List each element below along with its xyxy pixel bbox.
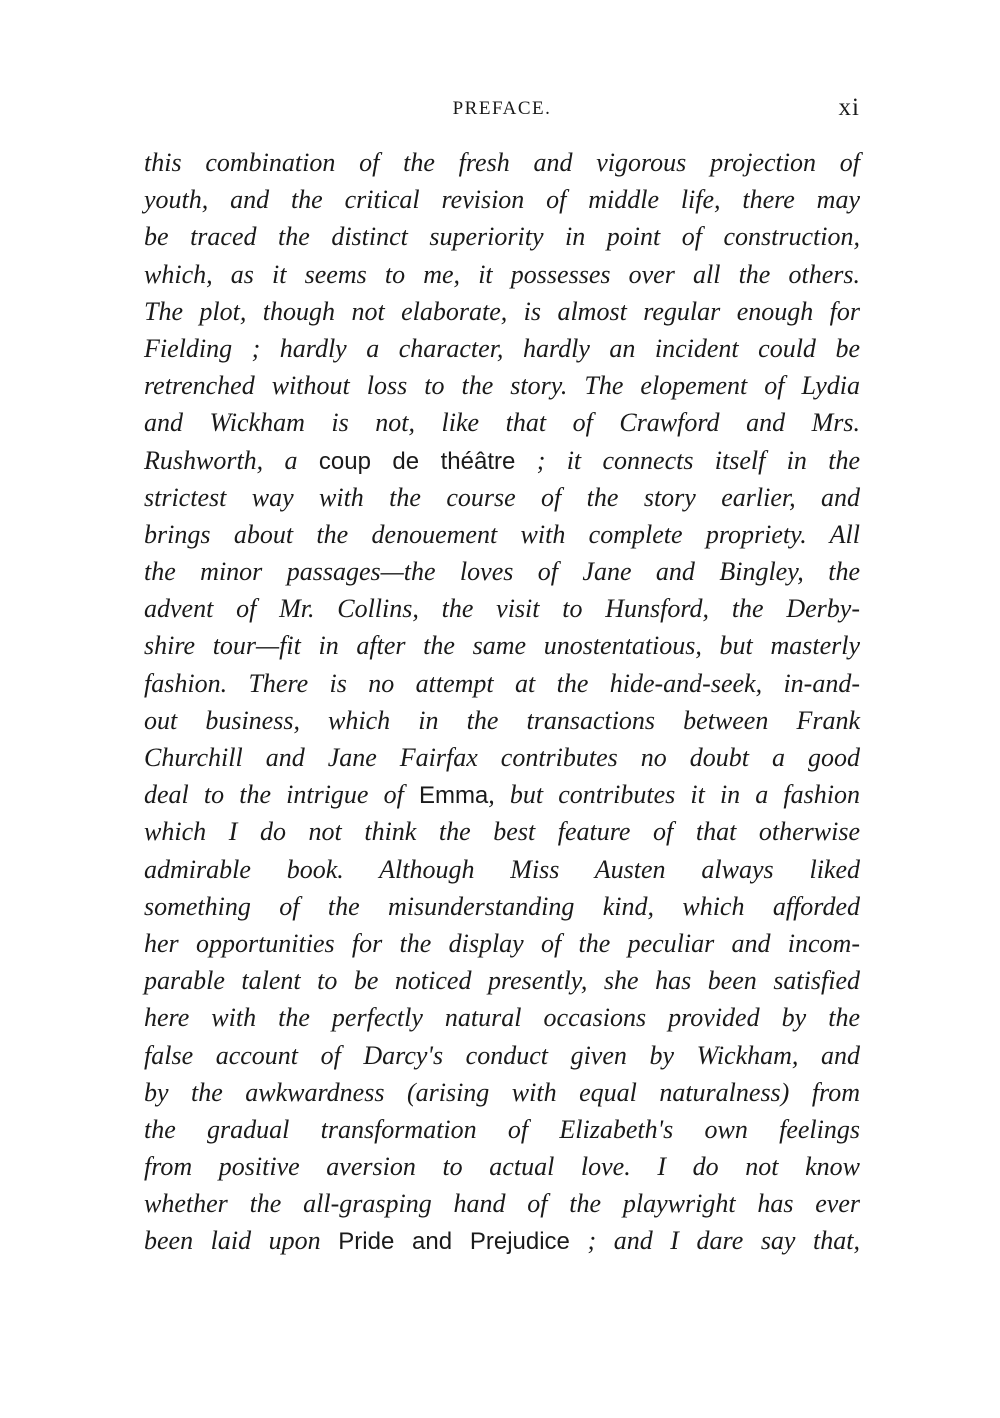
italic-text: been laid upon xyxy=(144,1226,339,1256)
italic-text: advent of Mr. Collins, the visit to Hunsford, the Derby- xyxy=(144,594,860,624)
italic-text: this combination of the fresh and vigorous projection of xyxy=(144,148,860,177)
text-line xyxy=(144,925,860,962)
italic-text: by the awkwardness (arising with equal naturalness) from xyxy=(144,1077,860,1107)
italic-text: be traced the distinct superiority in point of construction, xyxy=(144,222,860,252)
text-line xyxy=(144,553,860,590)
text-line xyxy=(144,851,860,888)
italic-text: the gradual transformation of Elizabeth's own feelings xyxy=(144,1114,860,1144)
text-line xyxy=(144,181,860,218)
italic-text: and Wickham is not, like that of Crawford and Mrs. xyxy=(144,408,860,438)
running-head xyxy=(144,94,860,128)
italic-text: youth, and the critical revision of middle life, there may xyxy=(144,185,860,215)
italic-text: from positive aversion to actual love. I do not know xyxy=(144,1152,860,1182)
italic-text: which I do not think the best feature of that otherwise xyxy=(144,817,860,847)
italic-text: The plot, though not elaborate, is almost regular enough for xyxy=(144,296,860,326)
text-line xyxy=(144,776,860,813)
text-line xyxy=(144,813,860,850)
italic-text: her opportunities for the display of the peculiar and incom- xyxy=(144,928,860,958)
text-line xyxy=(144,144,860,181)
italic-text: ; and I dare say that, xyxy=(569,1226,860,1256)
text-line xyxy=(144,739,860,776)
italic-text: false account of Darcy's conduct given by Wickham, and xyxy=(144,1040,860,1070)
text-line xyxy=(144,590,860,627)
italic-text: parable talent to be noticed presently, she has been satisfied xyxy=(144,966,860,996)
text-line xyxy=(144,330,860,367)
italic-text: ; it connects itself in the xyxy=(515,445,861,475)
italic-text: admirable book. Although Miss Austen always liked xyxy=(144,854,860,884)
running-title: PREFACE. xyxy=(452,98,552,119)
text-line xyxy=(144,1185,860,1222)
text-line xyxy=(144,516,860,553)
text-line xyxy=(144,665,860,702)
italic-text: brings about the denouement with complete propriety. All xyxy=(144,519,860,549)
italic-text: Rushworth, a xyxy=(144,445,319,475)
italic-text: retrenched without loss to the story. The elopement of Lydia xyxy=(144,371,860,401)
italic-text: the minor passages—the loves of Jane and Bingley, the xyxy=(144,557,860,587)
text-line xyxy=(144,293,860,330)
italic-text: , but contributes it in a fashion xyxy=(488,780,860,810)
italic-text: shire tour—fit in after the same unostentatious, but masterly xyxy=(144,631,860,661)
italic-text: whether the all-grasping hand of the playwright has ever xyxy=(144,1189,860,1219)
text-line xyxy=(144,442,860,479)
italic-text: here with the perfectly natural occasions provided by the xyxy=(144,1003,860,1033)
text-line xyxy=(144,479,860,516)
italic-text: deal to the intrigue of xyxy=(144,780,419,810)
page-number: xi xyxy=(838,94,860,121)
text-line xyxy=(144,1111,860,1148)
text-line xyxy=(144,1074,860,1111)
italic-text: Churchill and Jane Fairfax contributes no doubt a good xyxy=(144,743,860,772)
italic-text: fashion. There is no attempt at the hide-and-seek, in-and- xyxy=(144,668,860,698)
text-line xyxy=(144,218,860,255)
text-line xyxy=(144,256,860,293)
text-line xyxy=(144,962,860,999)
roman-title-text: Pride and Prejudice xyxy=(338,1228,570,1256)
italic-text: which, as it seems to me, it possesses over all the others. xyxy=(144,259,860,289)
text-line xyxy=(144,1037,860,1074)
body-text xyxy=(144,144,860,1260)
italic-text: Fielding ; hardly a character, hardly an incident could be xyxy=(144,333,860,363)
text-line xyxy=(144,702,860,739)
text-line xyxy=(144,999,860,1036)
italic-text: strictest way with the course of the story earlier, and xyxy=(144,482,860,512)
roman-title-text: Emma xyxy=(418,782,489,810)
text-line xyxy=(144,404,860,441)
italic-text: something of the misunderstanding kind, which afforded xyxy=(144,891,860,921)
text-line xyxy=(144,1222,860,1259)
text-line xyxy=(144,627,860,664)
roman-title-text: coup de théâtre xyxy=(318,447,516,475)
text-line xyxy=(144,1148,860,1185)
text-line xyxy=(144,367,860,404)
text-line xyxy=(144,888,860,925)
italic-text: out business, which in the transactions between Frank xyxy=(144,705,860,735)
